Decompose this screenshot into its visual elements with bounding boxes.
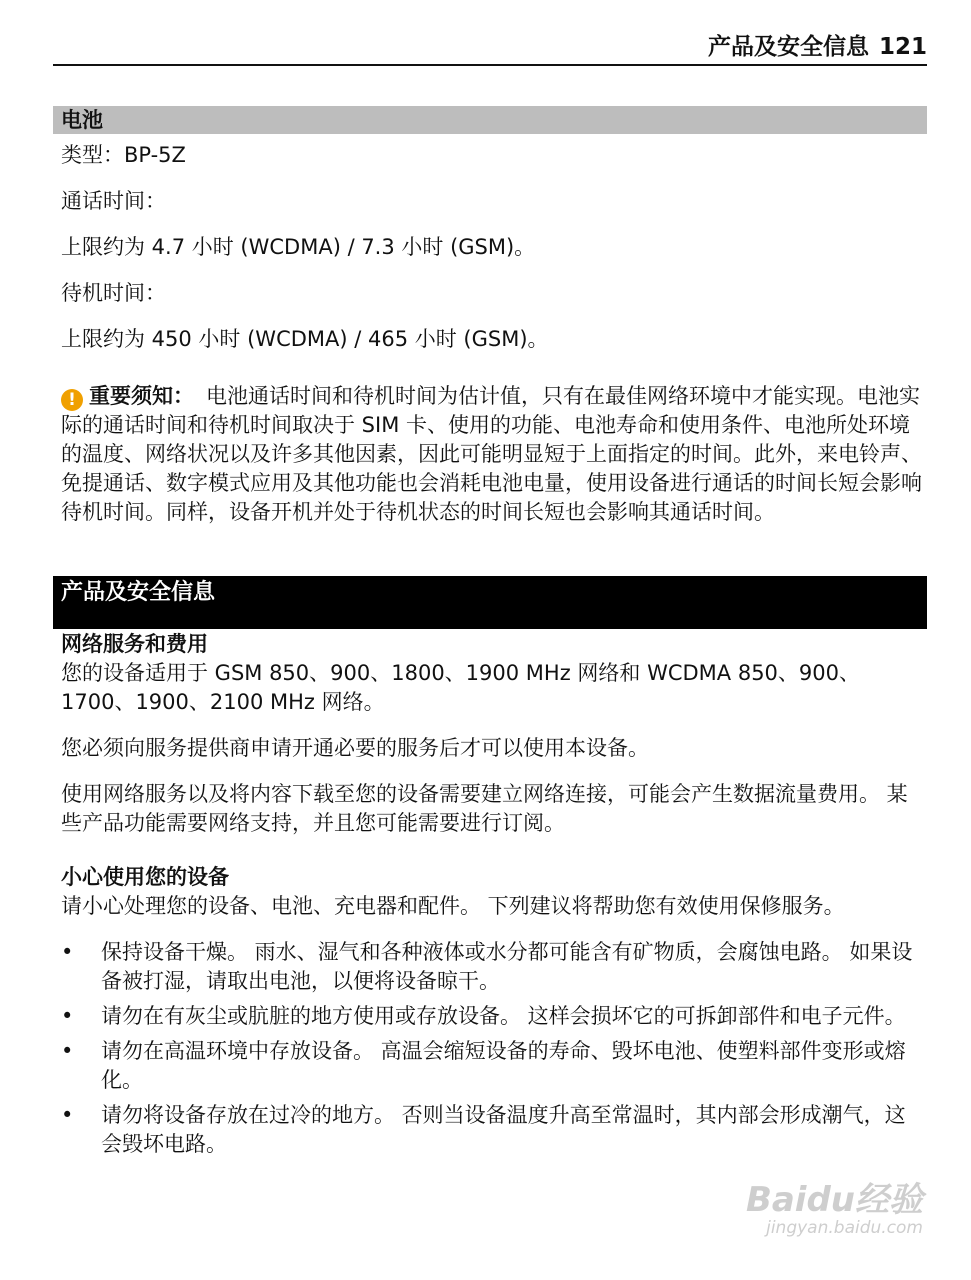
standby-time-value: 上限约为 450 小时 (WCDMA) / 465 小时 (GSM)。 xyxy=(61,327,549,351)
watermark-logo: Baidu经验 xyxy=(745,1180,923,1220)
list-item xyxy=(61,1002,923,1031)
header-title: 产品及安全信息 xyxy=(707,34,869,60)
list-item-text: 请勿将设备存放在过冷的地方。 否则当设备温度升高至常温时，其内部会形成潮气，这会毁坏电路。 xyxy=(101,1103,906,1156)
notice-label: 重要须知： xyxy=(89,384,194,408)
talk-time-label: 通话时间： xyxy=(61,189,166,213)
care-heading: 小心使用您的设备 xyxy=(61,865,229,889)
standby-time-label: 待机时间： xyxy=(61,281,166,305)
bullet-icon: • xyxy=(61,1039,74,1063)
important-notice xyxy=(61,382,923,527)
network-paragraph-3: 使用网络服务以及将内容下载至您的设备需要建立网络连接，可能会产生数据流量费用。 某些产品功能需要网络支持，并且您可能需要进行订阅。 xyxy=(61,782,908,835)
exclamation-icon: ! xyxy=(61,389,83,411)
care-section xyxy=(61,863,923,1165)
care-intro: 请小心处理您的设备、电池、充电器和配件。 下列建议将帮助您有效使用保修服务。 xyxy=(61,894,845,918)
battery-heading: 电池 xyxy=(61,108,103,132)
watermark-url: jingyan.baidu.com xyxy=(766,1218,923,1238)
bullet-icon: • xyxy=(61,1004,74,1028)
care-bullet-list xyxy=(61,938,923,1159)
network-paragraph-2: 您必须向服务提供商申请开通必要的服务后才可以使用本设备。 xyxy=(61,736,649,760)
page-number: 121 xyxy=(878,34,927,60)
talk-time-value: 上限约为 4.7 小时 (WCDMA) / 7.3 小时 (GSM)。 xyxy=(61,235,536,259)
notice-text: 电池通话时间和待机时间为估计值，只有在最佳网络环境中才能实现。电池实际的通话时间和待机时间取决于 SIM 卡、使用的功能、电池寿命和使用条件、电池所处环境的温度、网络状况以及许多其他因素，因此可能明显短于上面指定的时间。此外，来电铃声、免提通话、数字模式应用及其他功能也会消耗电池电量，使用设备进行通话的时间长短会影响待机时间。同样，设备开机并处于待机状态的时间长短也会影响其通话时间。 xyxy=(61,384,922,524)
section-title: 产品及安全信息 xyxy=(61,580,216,605)
list-item xyxy=(61,938,923,996)
list-item xyxy=(61,1037,923,1095)
bullet-icon: • xyxy=(61,1103,74,1127)
list-item xyxy=(61,1101,923,1159)
network-section xyxy=(61,630,923,855)
list-item-text: 请勿在有灰尘或肮脏的地方使用或存放设备。 这样会损坏它的可拆卸部件和电子元件。 xyxy=(101,1004,906,1028)
list-item-text: 请勿在高温环境中存放设备。 高温会缩短设备的寿命、毁坏电池、使塑料部件变形或熔化。 xyxy=(101,1039,906,1092)
list-item-text: 保持设备干燥。 雨水、湿气和各种液体或水分都可能含有矿物质，会腐蚀电路。 如果设备被打湿，请取出电池，以便将设备晾干。 xyxy=(101,940,913,993)
battery-section xyxy=(61,141,923,371)
section-title-bar xyxy=(53,576,927,629)
running-header xyxy=(53,30,927,66)
bullet-icon: • xyxy=(61,940,74,964)
network-paragraph-1: 您的设备适用于 GSM 850、900、1800、1900 MHz 网络和 WCDMA 850、900、1700、1900、2100 MHz 网络。 xyxy=(61,661,861,714)
watermark xyxy=(746,1182,923,1238)
battery-type: 类型：BP-5Z xyxy=(61,143,186,167)
network-heading: 网络服务和费用 xyxy=(61,632,208,656)
battery-heading-bar xyxy=(53,106,927,134)
